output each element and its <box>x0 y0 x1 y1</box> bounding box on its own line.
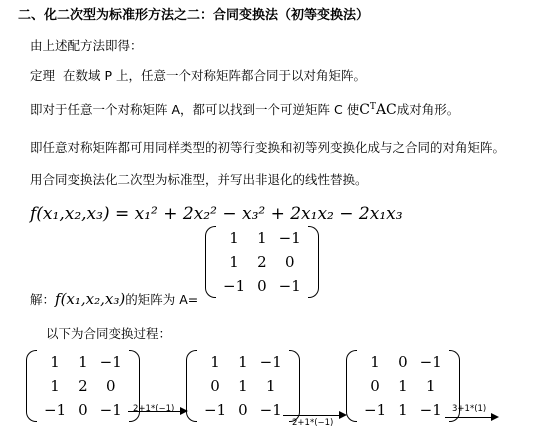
matrix-cell: −1 <box>99 353 122 371</box>
matrix-cell: 1 <box>238 353 248 371</box>
theorem-line <box>30 66 366 84</box>
line3-formula-c: C <box>359 102 370 118</box>
matrix-cell: −1 <box>259 353 282 371</box>
matrix-cell: 1 <box>398 401 408 419</box>
diagonal-statement: 即任意对称矩阵都可用同样类型的初等行变换和初等列变换化成与之合同的对角矩阵。 <box>30 140 506 155</box>
matrix-cell: 1 <box>229 229 239 247</box>
task-statement: 用合同变换法化二次型为标准型，并写出非退化的线性替换。 <box>30 172 368 187</box>
matrix-3-table <box>358 350 448 422</box>
matrix-cell: 0 <box>398 353 408 371</box>
matrix-cell: −1 <box>364 401 387 419</box>
transform-op-1: 2+1*(−1) <box>133 404 175 414</box>
solution-text: 的矩阵为 A= <box>125 292 199 307</box>
solution-line <box>30 290 198 308</box>
symmetric-matrix-line <box>30 100 459 118</box>
matrix-cell: 1 <box>398 377 408 395</box>
transform-op-2: 2+1*(−1) <box>292 418 334 428</box>
matrix-cell: −1 <box>44 401 67 419</box>
matrix-cell: 0 <box>78 401 88 419</box>
matrix-cell: 0 <box>257 277 267 295</box>
transform-matrix-3 <box>346 350 460 422</box>
matrix-a-left-bracket <box>205 226 216 298</box>
line3-formula-ac: AC <box>375 102 397 118</box>
line3-text-a: 即对于任意一个对称矩阵 A，都可以找到一个可逆矩阵 C 使 <box>30 102 360 117</box>
matrix-cell: 1 <box>78 353 88 371</box>
matrix-2-table <box>198 350 288 422</box>
matrix-cell: 1 <box>50 377 60 395</box>
matrix-cell: 0 <box>238 401 248 419</box>
matrix-cell: 1 <box>210 353 220 371</box>
matrix-cell: 1 <box>238 377 248 395</box>
matrix-cell: 0 <box>210 377 220 395</box>
matrix-a-right-bracket <box>308 226 319 298</box>
matrix-cell: 0 <box>105 377 116 395</box>
transform-matrix-1 <box>26 350 140 422</box>
matrix-3-left-bracket <box>346 350 357 422</box>
matrix-2-left-bracket <box>186 350 197 422</box>
matrix-cell: −1 <box>278 229 301 247</box>
matrix-a-table <box>217 226 307 298</box>
matrix-cell: 0 <box>284 253 295 271</box>
theorem-prefix: 定理 <box>30 68 56 83</box>
matrix-1-table <box>38 350 128 422</box>
matrix-cell: −1 <box>204 401 227 419</box>
line3-text-b: 成对角形。 <box>396 102 460 117</box>
solution-formula: f(x₁,x₂,x₃) <box>55 290 126 308</box>
matrix-a <box>205 226 319 298</box>
matrix-cell: 1 <box>257 229 267 247</box>
section-heading: 二、化二次型为标准形方法之二：合同变换法（初等变换法） <box>18 8 370 23</box>
matrix-cell: 0 <box>370 377 380 395</box>
process-label: 以下为合同变换过程： <box>46 326 172 341</box>
quadratic-form-formula: f(x₁,x₂,x₃) = x₁² + 2x₂² − x₃² + 2x₁x₂ − 2x₁x₃ <box>30 204 403 224</box>
matrix-cell: −1 <box>99 401 122 419</box>
theorem-text: 在数域 P 上，任意一个对称矩阵都合同于以对角矩阵。 <box>63 68 366 83</box>
solution-label: 解： <box>30 292 56 307</box>
matrix-cell: −1 <box>419 353 442 371</box>
matrix-cell: 1 <box>370 353 380 371</box>
transform-op-3: 3+1*(1) <box>452 404 487 414</box>
matrix-cell: −1 <box>419 401 442 419</box>
matrix-cell: 2 <box>78 377 88 395</box>
matrix-cell: −1 <box>223 277 246 295</box>
intro-line: 由上述配方法即得： <box>30 38 143 53</box>
matrix-cell: −1 <box>278 277 301 295</box>
line3-transpose: T <box>369 101 376 112</box>
matrix-cell: 1 <box>50 353 60 371</box>
matrix-cell: −1 <box>259 401 282 419</box>
matrix-1-left-bracket <box>26 350 37 422</box>
matrix-cell: 1 <box>265 377 276 395</box>
matrix-cell: 1 <box>425 377 436 395</box>
matrix-cell: 1 <box>229 253 239 271</box>
matrix-cell: 2 <box>257 253 267 271</box>
